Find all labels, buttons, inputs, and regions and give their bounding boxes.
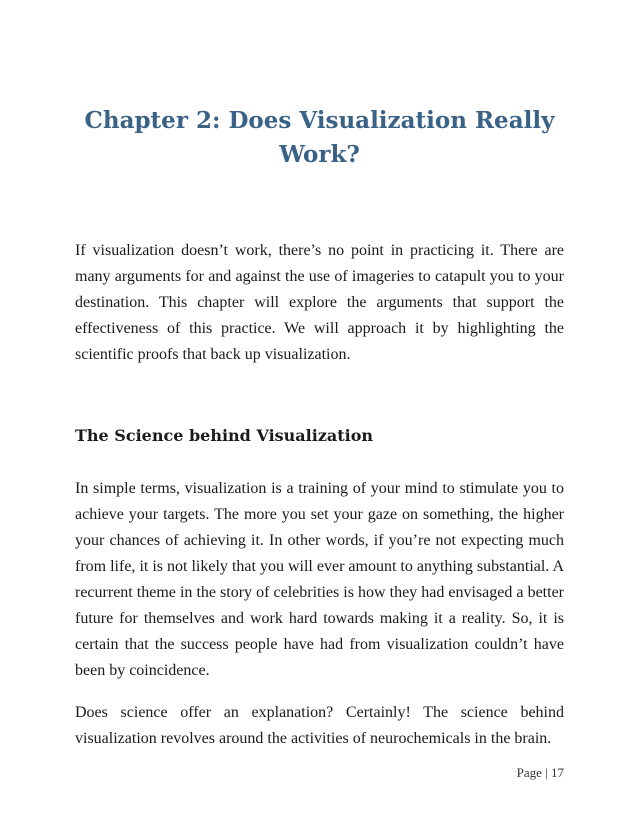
intro-paragraph: If visualization doesn’t work, there’s no point in practicing it. There are many arguments for and against the use of imageries to catapult you to your destination. This chapter will explore the arguments that support the effectiveness of this practice. We will approach it by highlighting the scientific proofs that back up visualization. [75, 242, 564, 363]
section-heading: The Science behind Visualization [75, 426, 374, 445]
explanation-paragraph: Does science offer an explanation? Certainly! The science behind visualization revolves around the activities of neurochemicals in the brain. [75, 704, 564, 747]
chapter-title: Chapter 2: Does Visualization Really Work? [84, 107, 555, 168]
science-paragraph: In simple terms, visualization is a training of your mind to stimulate you to achieve your targets. The more you set your gaze on something, the higher your chances of achieving it. In other words, if you’re not expecting much from life, it is not likely that you will ever amount to anything substantial. A recurrent theme in the story of celebrities is how they had envisaged a better future for themselves and work hard towards making it a reality. So, it is certain that the success people have had from visualization couldn’t have been by coincidence. [75, 480, 564, 679]
page-number: Page | 17 [516, 765, 564, 780]
